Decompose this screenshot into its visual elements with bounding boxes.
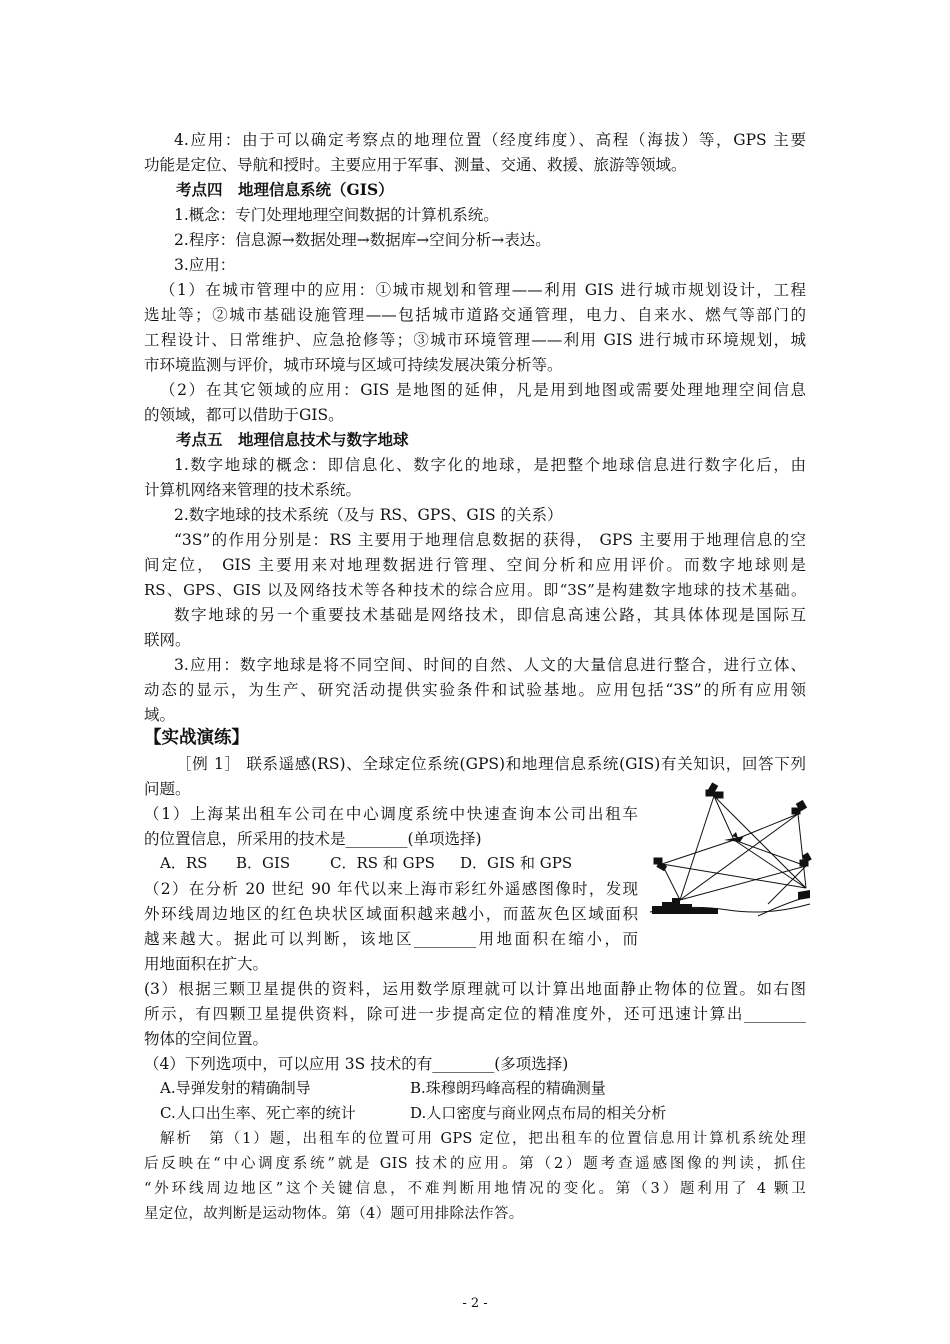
text-line: 域。 [144, 706, 176, 724]
analysis-line: 解析 第（1）题，出租车的位置可用 GPS 定位，把出租车的位置信息用计算机系统处理 [160, 1131, 806, 1147]
text-line: 动态的显示，为生产、研究活动提供实验条件和试验基地。应用包括“3S”的所有应用领 [144, 681, 806, 699]
q1-option-d: D．GIS 和 GPS [460, 854, 573, 872]
practice-heading: 【实战演练】 [144, 728, 249, 748]
satellite-icon [706, 783, 723, 798]
text-line: 联网。 [144, 631, 191, 649]
text-line: “3S”的作用分别是：RS 主要用于地理信息数据的获得， GPS 主要用于地理信息的空 [174, 531, 806, 549]
text-line: 功能是定位、导航和授时。主要应用于军事、测量、交通、救援、旅游等领域。 [144, 156, 687, 174]
q1-option-a: A．RS [160, 854, 208, 872]
question-2-line: 外环线周边地区的红色块状区域面积越来越小，而蓝灰色区域面积 [144, 905, 638, 923]
question-2-line: （2）在分析 20 世纪 90 年代以来上海市彩红外遥感图像时，发现 [144, 880, 638, 898]
question-3-line: 物体的空间位置。 [144, 1030, 269, 1048]
text-line: 工程设计、日常维护、应急抢修等；③城市环境管理——利用 GIS 进行城市环境规划，城 [144, 331, 806, 349]
question-4-line: （4）下列选项中，可以应用 3S 技术的有________(多项选择) [144, 1055, 569, 1073]
text-line: 数字地球的另一个重要技术基础是网络技术，即信息高速公路，其具体体现是国际互 [174, 606, 806, 624]
text-line: 市环境监测与评价，城市环境与区域可持续发展决策分析等。 [144, 356, 563, 374]
text-line: 间定位， GIS 主要用来对地理数据进行管理、空间分析和应用评价。而数字地球则是 [144, 556, 806, 574]
gps-satellite-illustration [648, 778, 812, 920]
q4-option-b: B.珠穆朗玛峰高程的精确测量 [410, 1079, 606, 1097]
page-number: - 2 - [462, 1296, 488, 1311]
example-intro: ［例 1］ 联系遥感(RS)、全球定位系统(GPS)和地理信息系统(GIS)有关知识，回答下列 [176, 755, 806, 773]
question-3-line: (3）根据三颗卫星提供的资料，运用数学原理就可以计算出地面静止物体的位置。如右图 [144, 980, 806, 998]
section-heading-digital-earth: 考点五 地理信息技术与数字地球 [176, 430, 409, 449]
satellite-icon [792, 801, 806, 814]
analysis-line: 后反映在“中心调度系统”就是 GIS 技术的应用。第（2）题考查遥感图像的判读，抓住 [144, 1156, 806, 1172]
text-line: 选址等；②城市基础设施管理——包括城市道路交通管理，电力、自来水、燃气等部门的 [144, 306, 806, 324]
question-1-line: 的位置信息，所采用的技术是________(单项选择) [144, 830, 482, 848]
q1-option-c: C．RS 和 GPS [330, 854, 435, 872]
q1-option-b: B．GIS [236, 854, 291, 872]
text-line: RS、GPS、GIS 以及网络技术等各种技术的综合应用。即“3S”是构建数字地球的技术基础。 [144, 581, 806, 599]
text-line: 3.应用： [174, 256, 236, 274]
ground-vehicle-icon [652, 898, 718, 914]
question-1-line: （1）上海某出租车公司在中心调度系统中快速查询本公司出租车 [144, 805, 638, 823]
text-line: 1.数字地球的概念：即信息化、数字化的地球，是把整个地球信息进行数字化后，由 [174, 456, 806, 474]
text-line: 2.数字地球的技术系统（及与 RS、GPS、GIS 的关系） [174, 506, 563, 524]
text-line: 计算机网络来管理的技术系统。 [144, 481, 362, 499]
section-heading-gis: 考点四 地理信息系统（GIS） [176, 180, 394, 199]
text-line: 问题。 [144, 780, 191, 798]
text-line: 3.应用：数字地球是将不同空间、时间的自然、人文的大量信息进行整合，进行立体、 [174, 656, 806, 674]
satellite-icon [800, 853, 811, 866]
analysis-line: 星定位，故判断是运动物体。第（4）题可用排除法作答。 [144, 1206, 524, 1222]
q4-option-c: C.人口出生率、死亡率的统计 [160, 1104, 356, 1122]
analysis-line: “外环线周边地区”这个关键信息，不难判断用地情况的变化。第（3）题利用了 4 颗卫 [144, 1181, 806, 1197]
question-3-line: 所示，有四颗卫星提供资料，除可进一步提高定位的精准度外，还可迅速计算出________ [144, 1005, 806, 1023]
text-line: 的领域，都可以借助于GIS。 [144, 406, 344, 424]
text-line: 1.概念：专门处理地理空间数据的计算机系统。 [174, 206, 499, 224]
text-line: （1）在城市管理中的应用：①城市规划和管理——利用 GIS 进行城市规划设计，工程 [160, 281, 806, 299]
question-2-line: 越来越大。据此可以判断，该地区________用地面积在缩小，而 [144, 930, 638, 948]
text-line: （2）在其它领域的应用：GIS 是地图的延伸，凡是用到地图或需要处理地理空间信息 [160, 381, 806, 399]
q4-option-a: A.导弹发射的精确制导 [160, 1079, 311, 1097]
airplane-icon [724, 832, 744, 842]
text-line: 4.应用：由于可以确定考察点的地理位置（经度纬度）、高程（海拔）等，GPS 主要 [174, 131, 806, 149]
question-2-line: 用地面积在扩大。 [144, 955, 269, 973]
q4-option-d: D.人口密度与商业网点布局的相关分析 [410, 1104, 667, 1122]
truck-icon [798, 890, 810, 900]
text-line: 2.程序：信息源→数据处理→数据库→空间分析→表达。 [174, 231, 551, 249]
